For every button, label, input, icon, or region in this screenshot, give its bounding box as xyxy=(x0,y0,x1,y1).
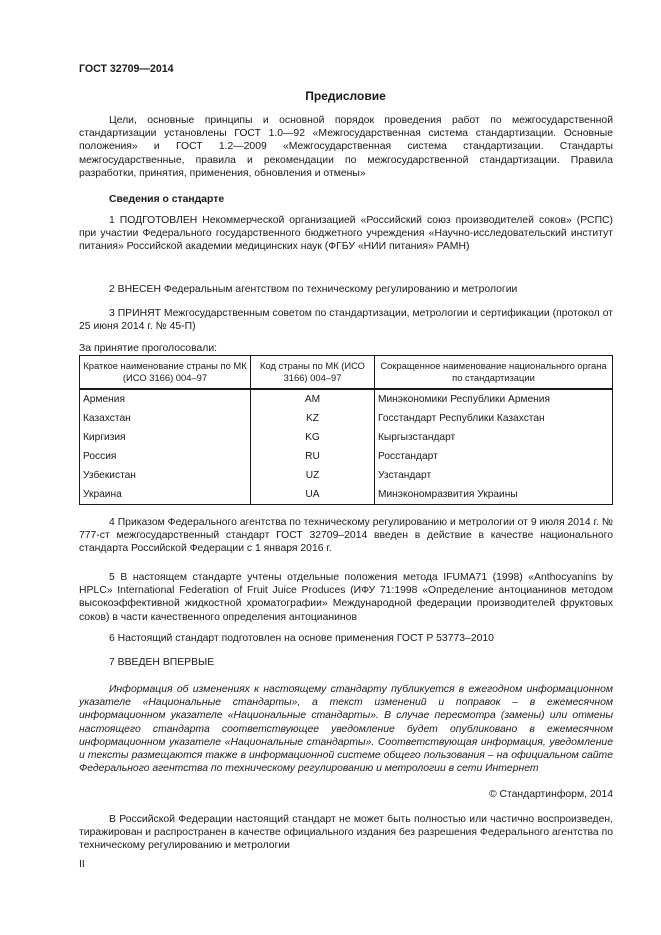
country-cell: Узбекистан xyxy=(80,466,251,485)
item-enacted: 4 Приказом Федерального агентства по техническому регулированию и метрологии от 9 июля 2014 г. № 777-ст межгосударственный стандарт ГОСТ 32709–2014 введен в действие в качестве национального стандарта Российской Федерации с 1 января 2016 г. xyxy=(79,517,613,555)
item-prepared: 1 ПОДГОТОВЛЕН Некоммерческой организацией «Российский союз производителей соков» (РСПС) при участии Федерального государственного бюджетного учреждения «Научно-исследовательский институт питания» Российской академии медицинских наук (ФГБУ «НИИ питания» РАМН) xyxy=(79,215,613,253)
code-cell: UA xyxy=(251,485,375,505)
table-row xyxy=(80,428,613,447)
item-adopted: 3 ПРИНЯТ Межгосударственным советом по стандартизации, метрологии и сертификации (протокол от 25 июня 2014 г. № 45-П) xyxy=(79,308,613,333)
code-cell: KG xyxy=(251,428,375,447)
intro-paragraph: Цели, основные принципы и основной порядок проведения работ по межгосударственной стандартизации установлены ГОСТ 1.0—92 «Межгосударственная система стандартизации. Основные положения» и ГОСТ 1.2—2009 «Межгосударственная система стандартизации. Стандарты межгосударственные, правила и рекомендации по межгосударственной стандартизации. Правила разработки, принятия, применения, обновления и отмены» xyxy=(79,115,613,179)
vote-label: За принятие проголосовали: xyxy=(79,343,218,354)
code-cell: UZ xyxy=(251,466,375,485)
code-cell: AM xyxy=(251,389,375,409)
column-header-body: Сокращенное наименование национального органа по стандартизации xyxy=(375,356,613,390)
document-code: ГОСТ 32709—2014 xyxy=(79,63,174,75)
table-row xyxy=(80,485,613,505)
table-row xyxy=(80,447,613,466)
body-cell: Минэкономики Республики Армения xyxy=(375,389,613,409)
code-cell: KZ xyxy=(251,409,375,428)
country-cell: Украина xyxy=(80,485,251,505)
item-basis: 6 Настоящий стандарт подготовлен на основе применения ГОСТ Р 53773–2010 xyxy=(109,633,494,644)
body-cell: Росстандарт xyxy=(375,447,613,466)
country-cell: Киргизия xyxy=(80,428,251,447)
country-cell: Армения xyxy=(80,389,251,409)
vote-table xyxy=(79,355,613,505)
reproduction-restriction: В Российской Федерации настоящий стандарт не может быть полностью или частично воспроизведен, тиражирован и распространен в качестве официального издания без разрешения Федерального агентства по техническому регулированию и метрологии xyxy=(79,814,613,852)
country-cell: Казахстан xyxy=(80,409,251,428)
table-row xyxy=(80,409,613,428)
code-cell: RU xyxy=(251,447,375,466)
body-cell: Госстандарт Республики Казахстан xyxy=(375,409,613,428)
body-cell: Минэкономразвития Украины xyxy=(375,485,613,505)
body-cell: Узстандарт xyxy=(375,466,613,485)
item-considered: 5 В настоящем стандарте учтены отдельные положения метода IFUMA71 (1998) «Anthocyanins by HPLC» International Federation of Fruit Juice Produces (ИФУ 71:1998 «Определение антоцианинов методом высокоэффективной жидкостной хроматографии» Международной федерации производителей фруктовых соков) в части качественного определения антоцианинов xyxy=(79,572,613,623)
country-cell: Россия xyxy=(80,447,251,466)
item-first-introduced: 7 ВВЕДЕН ВПЕРВЫЕ xyxy=(109,657,215,668)
column-header-code: Код страны по МК (ИСО 3166) 004–97 xyxy=(251,356,375,390)
column-header-country: Краткое наименование страны по МК (ИСО 3166) 004–97 xyxy=(80,356,251,390)
copyright-notice: © Стандартинформ, 2014 xyxy=(488,789,613,800)
item-submitted: 2 ВНЕСЕН Федеральным агентством по техническому регулированию и метрологии xyxy=(109,284,518,295)
table-row xyxy=(80,389,613,409)
vote-table-header xyxy=(80,356,613,390)
table-row xyxy=(80,466,613,485)
body-cell: Кыргызстандарт xyxy=(375,428,613,447)
info-heading: Сведения о стандарте xyxy=(109,194,225,205)
amendments-notice: Информация об изменениях к настоящему стандарту публикуется в ежегодном информационном указателе «Национальные стандарты», а текст изменений и поправок – в ежемесячном информационном указателе «Национальные стандарты». В случае пересмотра (замены) или отмены настоящего стандарта соответствующее уведомление будет опубликовано в ежемесячном информационном указателе «Национальные стандарты». Соответствующая информация, уведомление и тексты размещаются также в информационной системе общего пользования – на официальном сайте Федерального агентства по техническому регулированию и метрологии в сети Интернет xyxy=(79,684,613,775)
page-number: II xyxy=(79,859,85,870)
page-title: Предисловие xyxy=(305,89,386,103)
